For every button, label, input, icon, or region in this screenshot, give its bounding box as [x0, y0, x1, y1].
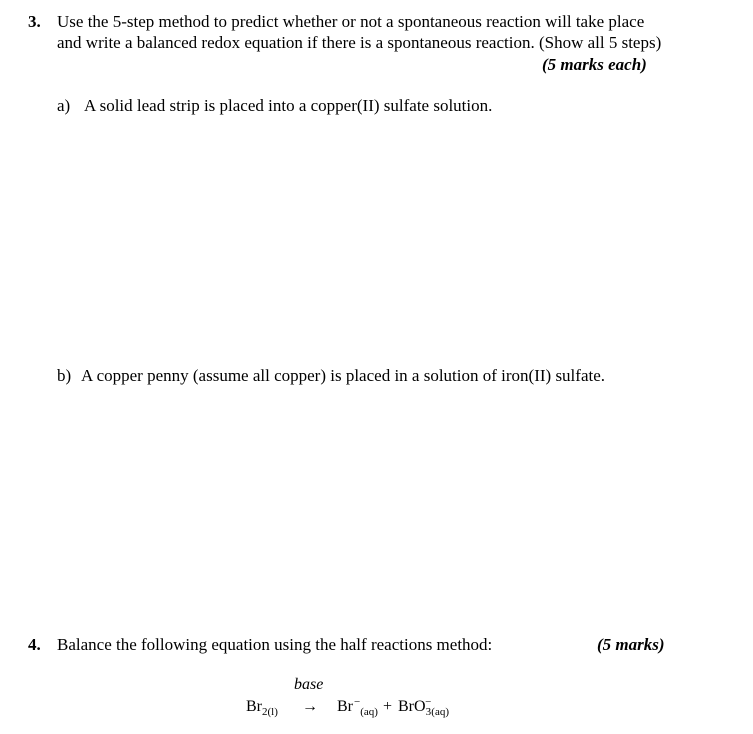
equation-product-1: $Br^-_{(aq)}$	[337, 696, 378, 718]
question-4-marks: (5 marks)	[597, 635, 665, 654]
question-3-marks: (5 marks each)	[542, 55, 647, 74]
question-4-number: 4.	[28, 635, 41, 654]
reaction-condition: base	[294, 676, 324, 693]
question-3-line-2: and write a balanced redox equation if there is a spontaneous reaction. (Show all 5 steps)	[57, 33, 662, 52]
question-4-text: Balance the following equation using the half reactions method:	[57, 635, 493, 654]
reaction-arrow: →	[302, 698, 318, 715]
equation-plus: +	[383, 698, 393, 715]
part-b-label: b)	[57, 366, 72, 385]
part-a-label: a)	[57, 96, 71, 115]
part-b-text: A copper penny (assume all copper) is placed in a solution of iron(II) sulfate.	[81, 366, 606, 385]
question-3-number: 3.	[28, 12, 41, 31]
equation-reactant: $Br_{2(l)}$	[246, 698, 278, 718]
equation-product-2: BrO$_3$−$_{(aq)}$	[398, 696, 449, 718]
question-3-line-1: Use the 5-step method to predict whether or not a spontaneous reaction will take place	[57, 12, 645, 31]
part-a-text: A solid lead strip is placed into a copper(II) sulfate solution.	[84, 96, 493, 115]
